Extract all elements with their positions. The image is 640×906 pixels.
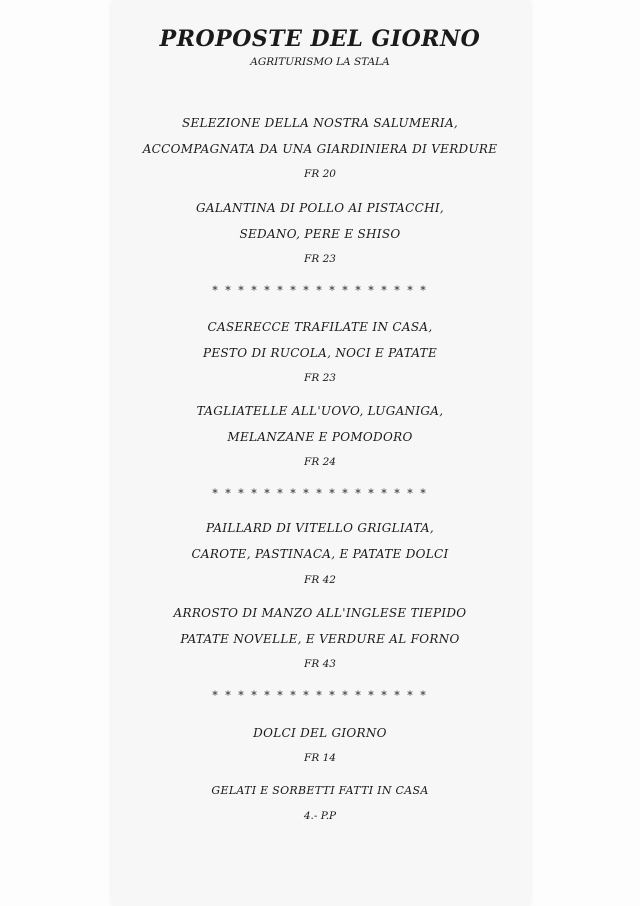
item-5-line-1: ARROSTO DI MANZO ALL'INGLESE TIEPIDO (173, 606, 467, 620)
item-0-price: FR 20 (304, 168, 336, 180)
separator-3: * * * * * * * * * * * * * * * * * (212, 689, 428, 702)
item-5-line-2: PATATE NOVELLE, E VERDURE AL FORNO (180, 632, 460, 646)
item-2-price: FR 23 (304, 372, 336, 384)
item-0-line-1: SELEZIONE DELLA NOSTRA SALUMERIA, (181, 116, 459, 130)
item-5-price: FR 43 (304, 658, 336, 670)
item-7-line-1: GELATI E SORBETTI FATTI IN CASA (211, 784, 429, 797)
item-0-line-2: ACCOMPAGNATA DA UNA GIARDINIERA DI VERDURE (142, 142, 498, 156)
item-1-line-1: GALANTINA DI POLLO AI PISTACCHI, (195, 201, 445, 215)
item-2-line-1: CASERECCE TRAFILATE IN CASA, (207, 320, 433, 334)
item-3-line-1: TAGLIATELLE ALL'UOVO, LUGANIGA, (196, 404, 444, 418)
separator-2: * * * * * * * * * * * * * * * * * (212, 487, 428, 500)
menu-subtitle: AGRITURISMO LA STALA (250, 56, 390, 68)
item-6-line-1: DOLCI DEL GIORNO (253, 726, 387, 740)
item-3-line-2: MELANZANE E POMODORO (227, 430, 413, 444)
item-3-price: FR 24 (304, 456, 336, 468)
item-4-price: FR 42 (304, 574, 336, 586)
item-1-line-2: SEDANO, PERE E SHISO (239, 227, 401, 241)
item-7-price: 4.- P.P (303, 810, 337, 822)
item-4-line-1: PAILLARD DI VITELLO GRIGLIATA, (206, 521, 434, 535)
separator-1: * * * * * * * * * * * * * * * * * (212, 284, 428, 297)
item-6-price: FR 14 (304, 752, 336, 764)
item-1-price: FR 23 (304, 253, 336, 265)
item-4-line-2: CAROTE, PASTINACA, E PATATE DOLCI (191, 547, 449, 561)
item-2-line-2: PESTO DI RUCOLA, NOCI E PATATE (202, 346, 438, 360)
menu-title: PROPOSTE DEL GIORNO (159, 26, 481, 52)
